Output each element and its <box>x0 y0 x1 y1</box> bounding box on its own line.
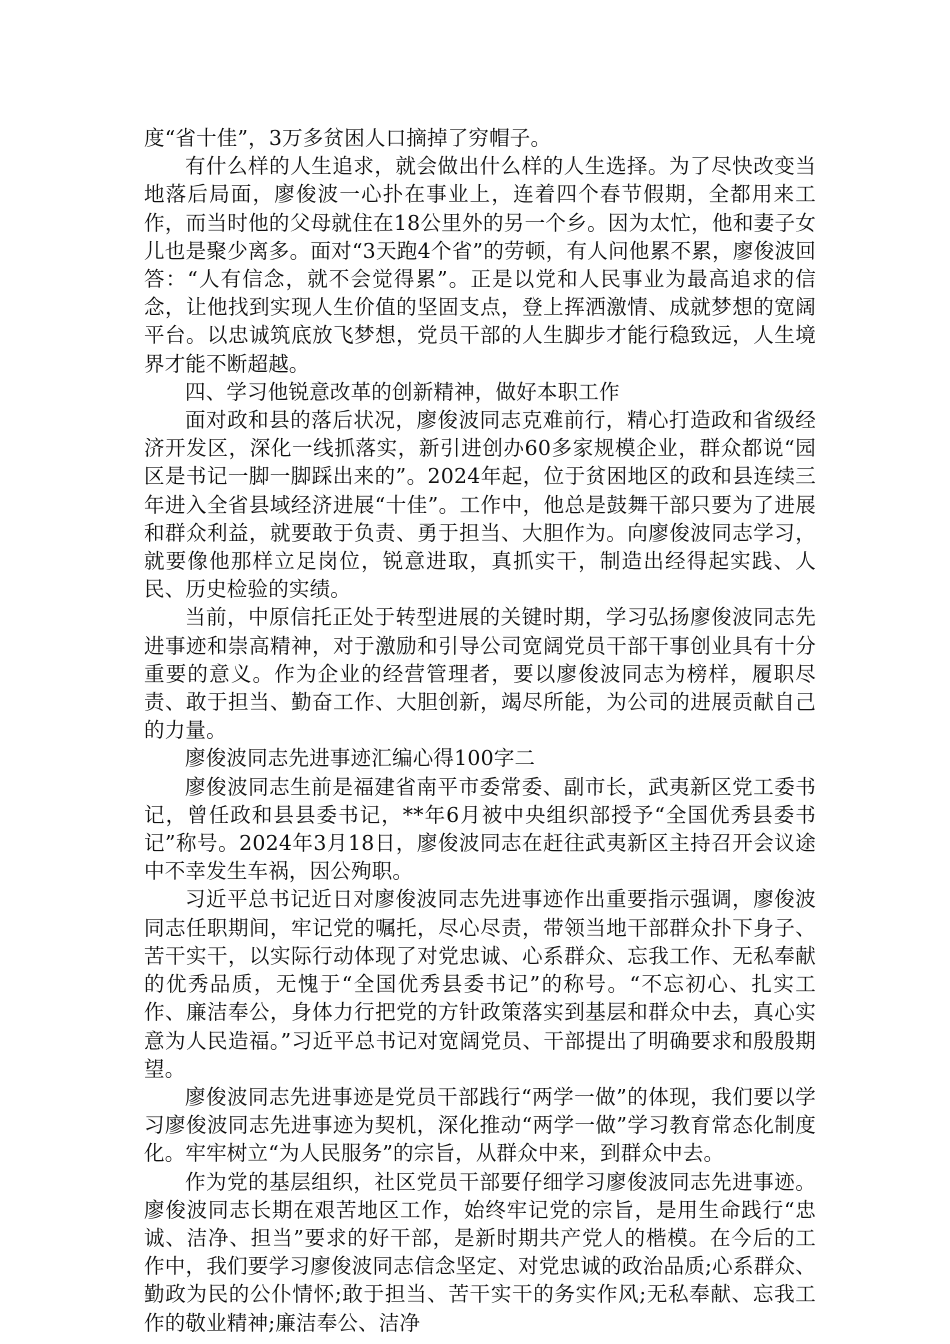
paragraph: 有什么样的人生追求，就会做出什么样的人生选择。为了尽快改变当地落后局面，廖俊波一心扑在事业上，连着四个春节假期，全都用来工作，而当时他的父母就住在18公里外的另一个乡。因为太忙，他和妻子女儿也是聚少离多。面对“3天跑4个省”的劳顿，有人问他累不累，廖俊波回答：“人有信念，就不会觉得累”。正是以党和人民事业为最高追求的信念，让他找到实现人生价值的坚固支点，登上挥洒激情、成就梦想的宽阔平台。以忠诚筑底放飞梦想，党员干部的人生脚步才能行稳致远，人生境界才能不断超越。 <box>144 154 816 376</box>
paragraph: 面对政和县的落后状况，廖俊波同志克难前行，精心打造政和省级经济开发区，深化一线抓落实，新引进创办60多家规模企业，群众都说“园区是书记一脚一脚踩出来的”。2024年起，位于贫困地区的政和县连续三年进入全省县域经济进展“十佳”。工作中，他总是鼓舞干部只要为了进展和群众利益，就要敢于负责、勇于担当、大胆作为。向廖俊波同志学习，就要像他那样立足岗位，锐意进取，真抓实干，制造出经得起实践、人民、历史检验的实绩。 <box>144 408 816 602</box>
paragraph-continuation: 度“省十佳”，3万多贫困人口摘掉了穷帽子。 <box>144 126 552 150</box>
paragraph: 廖俊波同志先进事迹是党员干部践行“两学一做”的体现，我们要以学习廖俊波同志先进事迹为契机，深化推动“两学一做”学习教育常态化制度化。牢牢树立“为人民服务”的宗旨，从群众中来，到群众中去。 <box>144 1084 816 1166</box>
paragraph: 当前，中原信托正处于转型进展的关键时期，学习弘扬廖俊波同志先进事迹和崇高精神，对于激励和引导公司宽阔党员干部干事创业具有十分重要的意义。作为企业的经营管理者，要以廖俊波同志为榜样，履职尽责、敢于担当、勤奋工作、大胆创新，竭尽所能，为公司的进展贡献自己的力量。 <box>144 605 816 743</box>
paragraph: 习近平总书记近日对廖俊波同志先进事迹作出重要指示强调，廖俊波同志任职期间，牢记党的嘱托，尽心尽责，带领当地干部群众扑下身子、苦干实干，以实际行动体现了对党忠诚、心系群众、忘我工作、无私奉献的优秀品质，无愧于“全国优秀县委书记”的称号。“不忘初心、扎实工作、廉洁奉公，身体力行把党的方针政策落实到基层和群众中去，真心实意为人民造福。”习近平总书记对宽阔党员、干部提出了明确要求和殷殷期望。 <box>144 887 816 1081</box>
section-heading: 四、学习他锐意改革的创新精神，做好本职工作 <box>185 379 620 404</box>
document-page <box>144 124 816 1337</box>
article-title: 廖俊波同志先进事迹汇编心得100字二 <box>185 746 536 771</box>
paragraph: 作为党的基层组织，社区党员干部要仔细学习廖俊波同志先进事迹。廖俊波同志长期在艰苦地区工作，始终牢记党的宗旨，是用生命践行“忠诚、洁净、担当”要求的好干部，是新时期共产党人的楷模。在今后的工作中，我们要学习廖俊波同志信念坚定、对党忠诚的政治品质;心系群众、勤政为民的公仆情怀;敢于担当、苦干实干的务实作风;无私奉献、忘我工作的敬业精神;廉洁奉公、洁净 <box>144 1169 816 1335</box>
paragraph: 廖俊波同志生前是福建省南平市委常委、副市长，武夷新区党工委书记，曾任政和县县委书记，**年6月被中央组织部授予“全国优秀县委书记”称号。2024年3月18日，廖俊波同志在赶往武夷新区主持召开会议途中不幸发生车祸，因公殉职。 <box>144 774 816 884</box>
